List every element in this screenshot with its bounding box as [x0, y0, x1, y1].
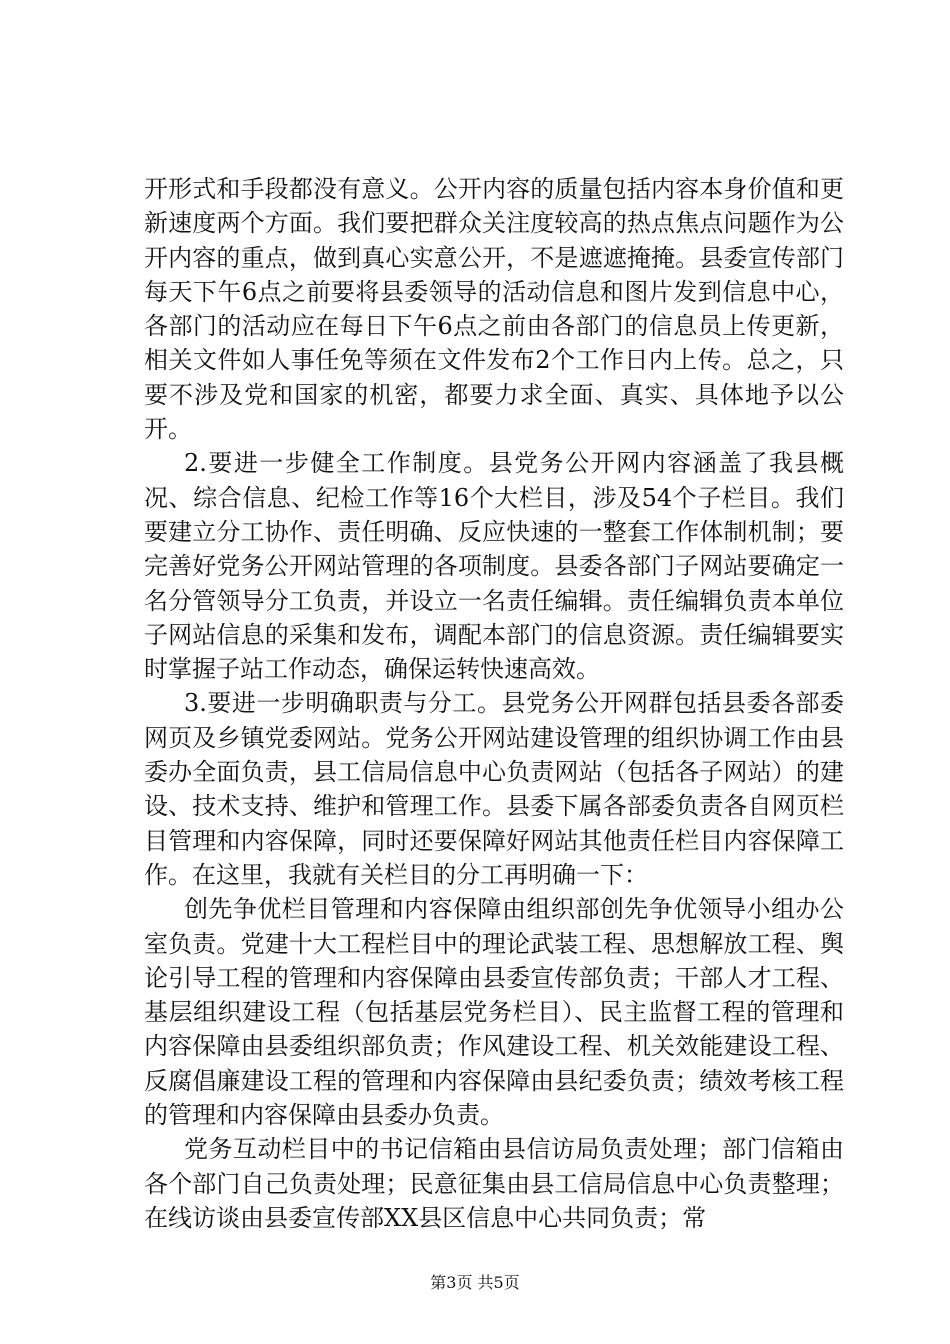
paragraph-column-management: 创先争优栏目管理和内容保障由组织部创先争优领导小组办公室负责。党建十大工程栏目中的理论武装工程、思想解放工程、舆论引导工程的管理和内容保障由县委宣传部负责；干部人才工程、基层组织建设工程（包括基层党务栏目）、民主监督工程的管理和内容保障由县委组织部负责；作风建设工程、机关效能建设工程、反腐倡廉建设工程的管理和内容保障由县纪委负责；绩效考核工程的管理和内容保障由县委办负责。	[144, 895, 844, 1130]
paragraph-2-work-system: 2.要进一步健全工作制度。县党务公开网内容涵盖了我县概况、综合信息、纪检工作等16个大栏目，涉及54个子栏目。我们要建立分工协作、责任明确、反应快速的一整套工作体制机制；要完善好党务公开网站管理的各项制度。县委各部门子网站要确定一名分管领导分工负责，并设立一名责任编辑。责任编辑负责本单位子网站信息的采集和发布，调配本部门的信息资源。责任编辑要实时掌握子站工作动态，确保运转快速高效。	[144, 449, 844, 684]
paragraph-continued: 开形式和手段都没有意义。公开内容的质量包括内容本身价值和更新速度两个方面。我们要把群众关注度较高的热点焦点问题作为公开内容的重点，做到真心实意公开，不是遮遮掩掩。县委宣传部门每天下午6点之前要将县委领导的活动信息和图片发到信息中心，各部门的活动应在每日下午6点之前由各部门的信息员上传更新，相关文件如人事任免等须在文件发布2个工作日内上传。总之，只要不涉及党和国家的机密，都要力求全面、真实、具体地予以公开。	[144, 175, 844, 444]
paragraph-interaction-columns: 党务互动栏目中的书记信箱由县信访局负责处理；部门信箱由各个部门自己负责处理；民意征集由县工信局信息中心负责整理；在线访谈由县委宣传部XX县区信息中心共同负责；常	[144, 1135, 844, 1232]
document-body	[144, 172, 844, 1235]
page-footer	[0, 1273, 950, 1293]
page-number-label: 第3页 共5页	[430, 1273, 520, 1292]
paragraph-3-responsibilities: 3.要进一步明确职责与分工。县党务公开网群包括县委各部委网页及乡镇党委网站。党务公开网站建设管理的组织协调工作由县委办全面负责，县工信局信息中心负责网站（包括各子网站）的建设、技术支持、维护和管理工作。县委下属各部委负责各自网页栏目管理和内容保障，同时还要保障好网站其他责任栏目内容保障工作。在这里，我就有关栏目的分工再明确一下：	[144, 689, 844, 889]
